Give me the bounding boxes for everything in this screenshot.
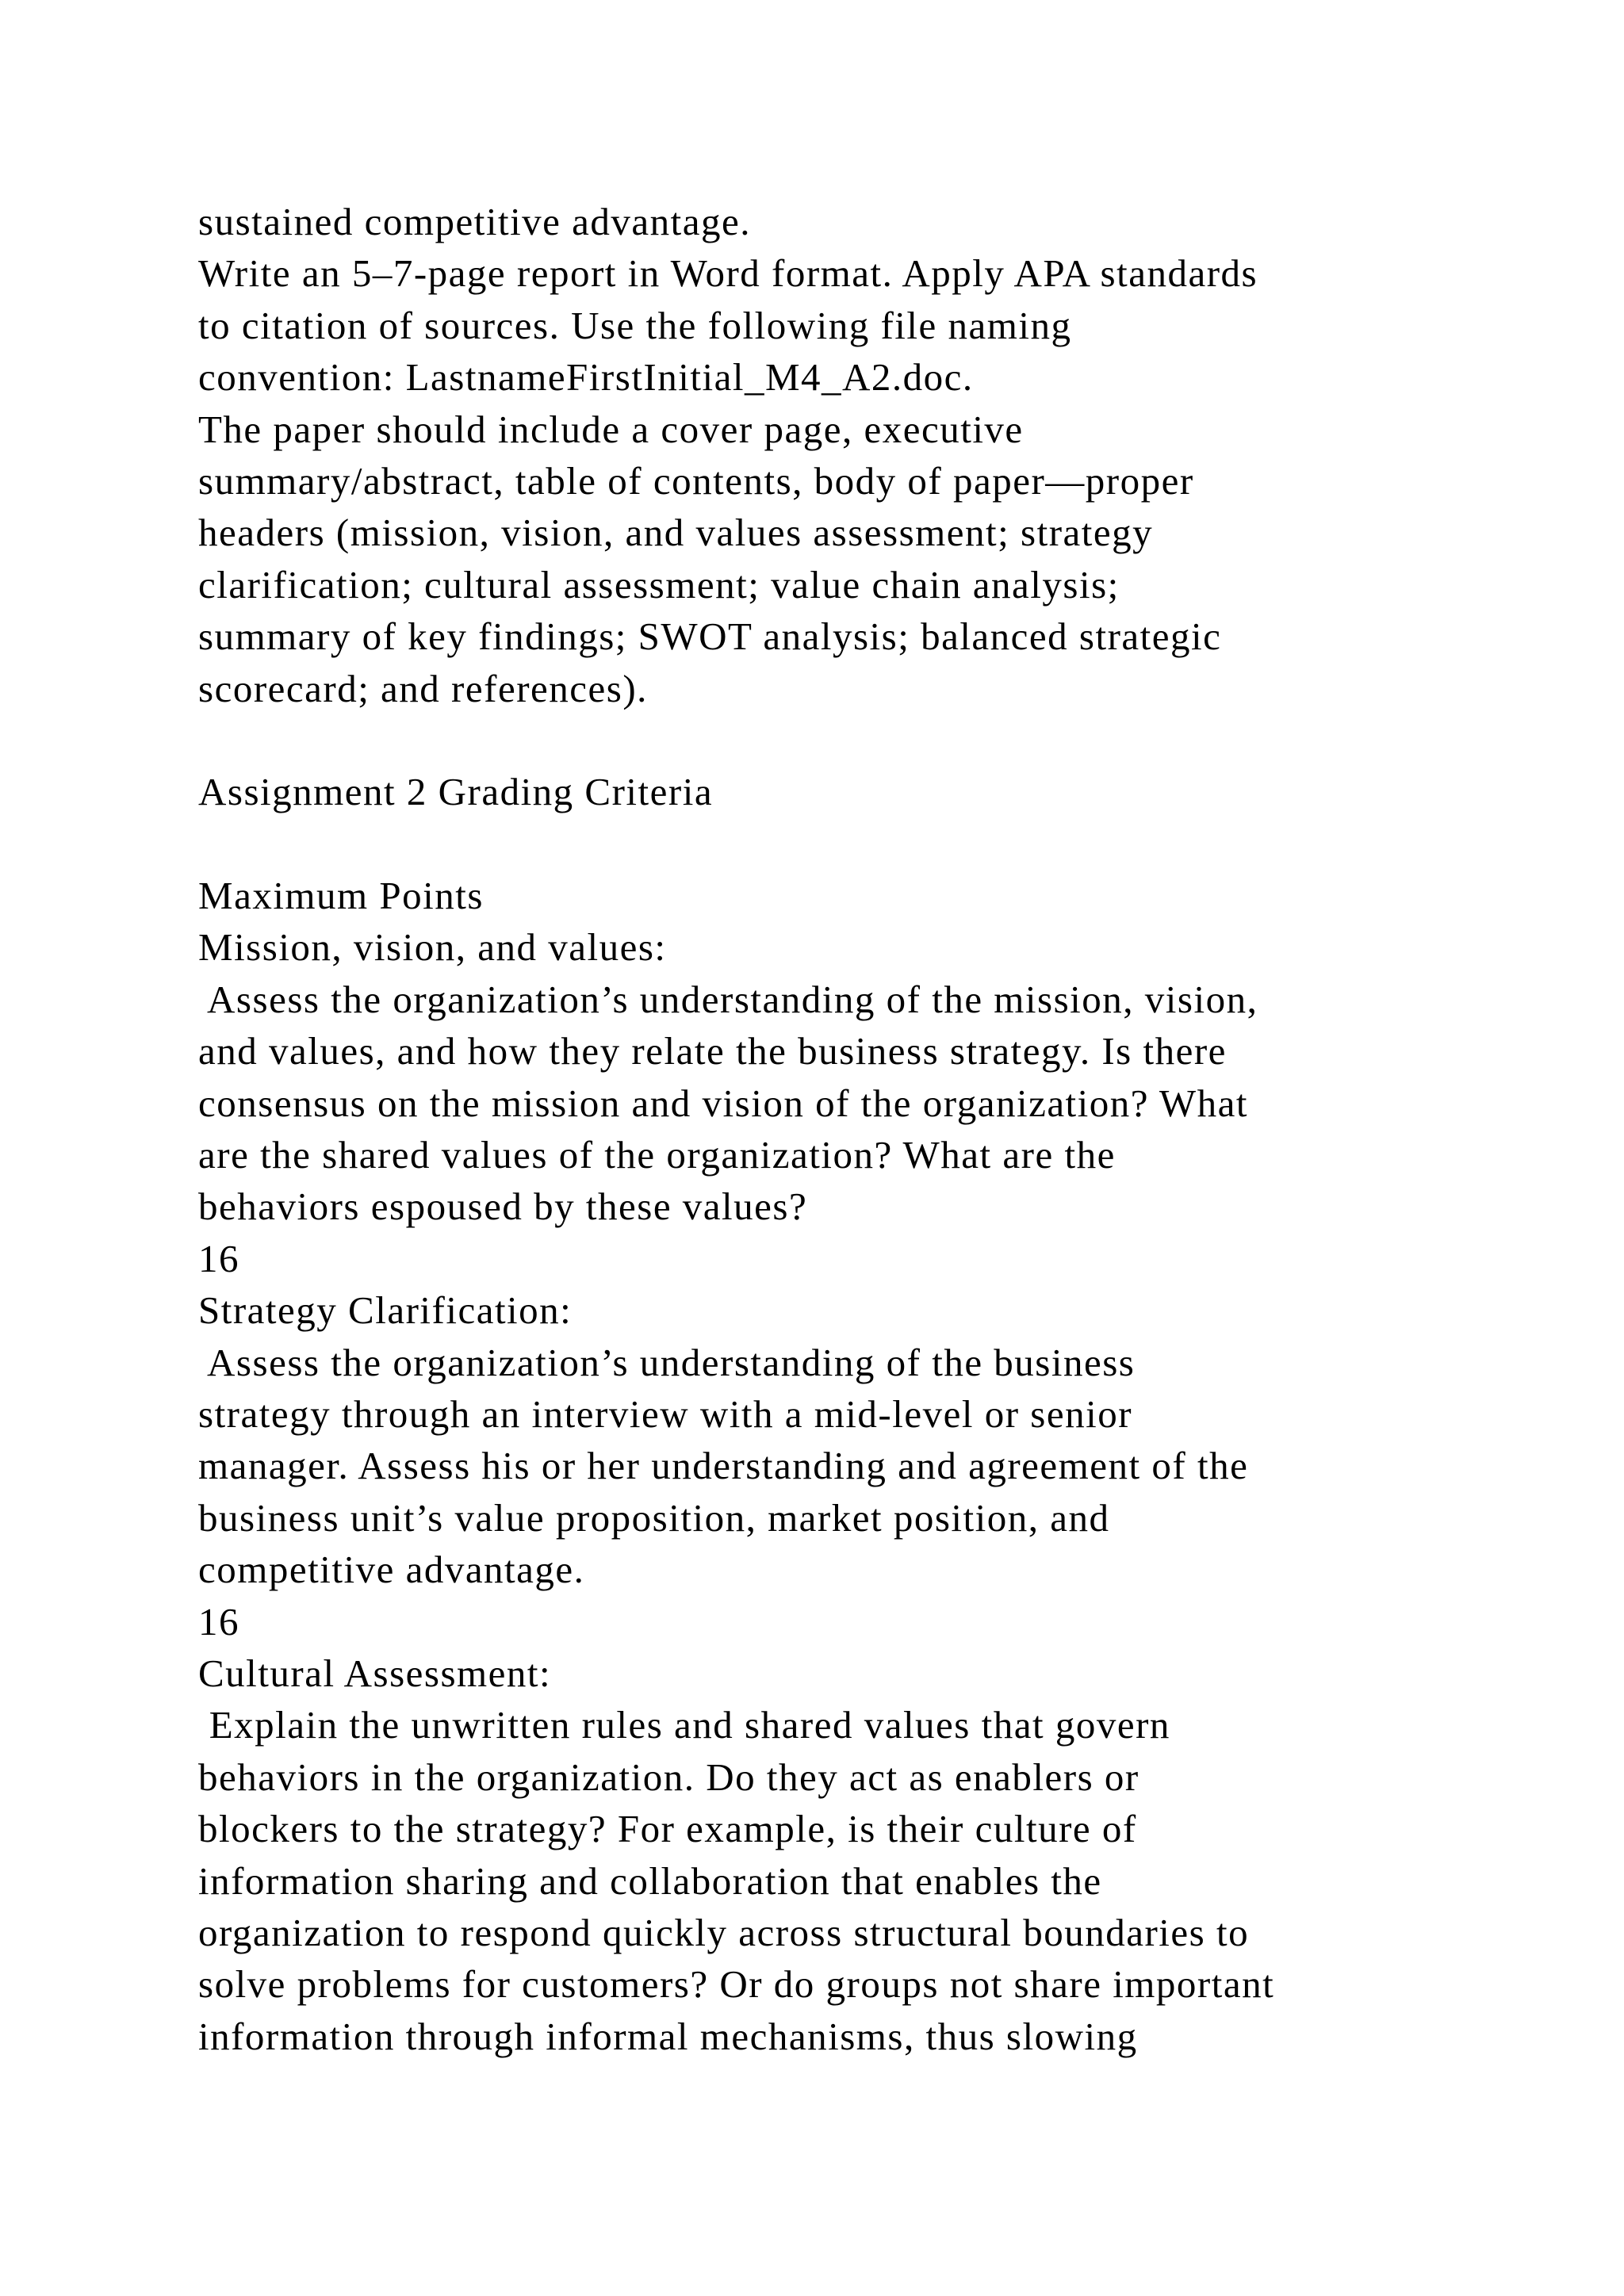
blank-line [198, 818, 1562, 870]
text-line: organization to respond quickly across structural boundaries to [198, 1910, 1250, 1954]
text-line: clarification; cultural assessment; value chain analysis; [198, 562, 1120, 607]
criterion-title: Strategy Clarification: [198, 1288, 573, 1333]
text-line: information through informal mechanisms, thus slowing [198, 2014, 1138, 2058]
section-heading: Assignment 2 Grading Criteria [198, 770, 714, 814]
document-body [198, 196, 1562, 2062]
text-line: behaviors espoused by these values? [198, 1184, 808, 1229]
criterion-points: 16 [198, 1599, 239, 1644]
text-line: and values, and how they relate the business strategy. Is there [198, 1029, 1227, 1073]
blank-line [198, 714, 1562, 766]
criterion-title: Mission, vision, and values: [198, 925, 667, 970]
text-line: manager. Assess his or her understanding and agreement of the [198, 1444, 1249, 1488]
text-line: Explain the unwritten rules and shared values that govern [198, 1703, 1170, 1747]
text-line: Assess the organization’s understanding of the business [198, 1340, 1136, 1384]
text-line: competitive advantage. [198, 1548, 585, 1592]
text-line: scorecard; and references). [198, 666, 648, 710]
column-heading: Maximum Points [198, 874, 484, 918]
text-line: headers (mission, vision, and values assessment; strategy [198, 511, 1154, 555]
text-line: The paper should include a cover page, executive [198, 407, 1024, 451]
text-line: blockers to the strategy? For example, is their culture of [198, 1807, 1137, 1851]
text-line: Assess the organization’s understanding of the mission, vision, [198, 977, 1258, 1021]
text-line: consensus on the mission and vision of the organization? What [198, 1081, 1249, 1125]
text-line: are the shared values of the organization? What are the [198, 1133, 1116, 1177]
criterion-title: Cultural Assessment: [198, 1651, 552, 1695]
text-line: strategy through an interview with a mid-level or senior [198, 1391, 1133, 1436]
text-line: summary of key findings; SWOT analysis; balanced strategic [198, 614, 1222, 659]
text-line: sustained competitive advantage. [198, 200, 752, 243]
text-line: business unit’s value proposition, market position, and [198, 1495, 1110, 1540]
text-line: solve problems for customers? Or do groups not share important [198, 1962, 1275, 2007]
text-line: to citation of sources. Use the following file naming [198, 303, 1072, 347]
text-line: behaviors in the organization. Do they act as enablers or [198, 1755, 1139, 1799]
criterion-points: 16 [198, 1236, 239, 1280]
text-line: information sharing and collaboration that enables the [198, 1858, 1102, 1903]
text-line: convention: LastnameFirstInitial_M4_A2.doc. [198, 355, 974, 400]
text-line: Write an 5–7-page report in Word format. Apply APA standards [198, 251, 1258, 296]
text-line: summary/abstract, table of contents, body of paper—proper [198, 458, 1194, 503]
